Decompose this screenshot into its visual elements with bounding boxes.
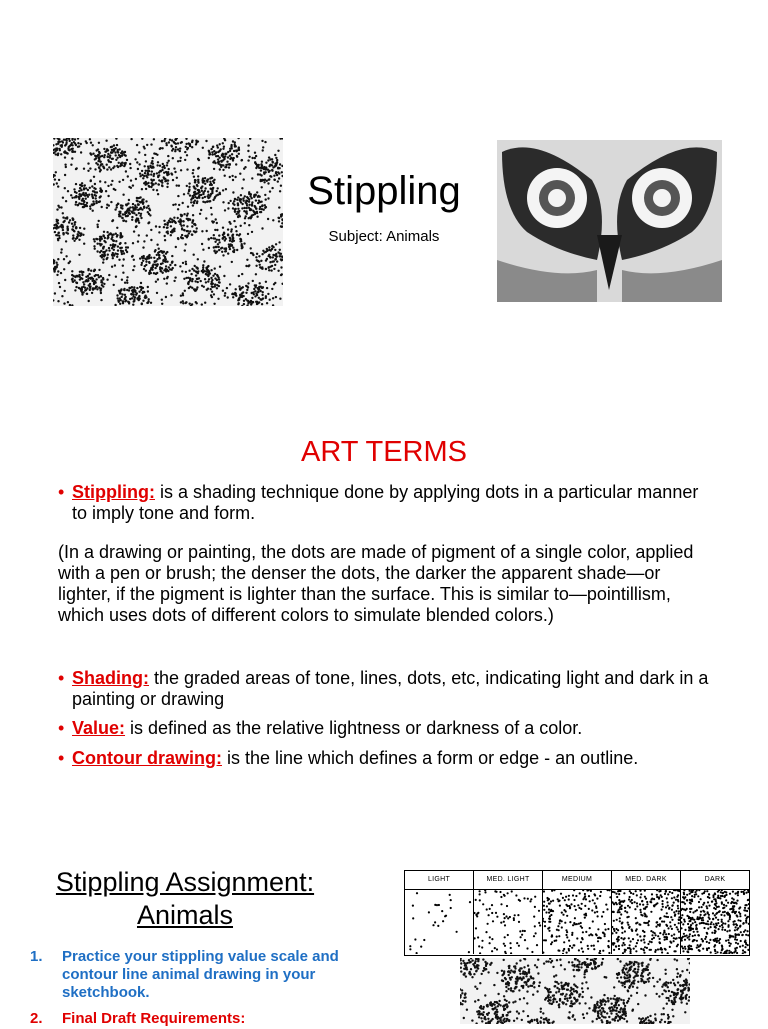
bullet-icon: • [58, 748, 65, 768]
step-text: Practice your stippling value scale and contour line animal drawing in your sketchbook. [62, 948, 339, 1001]
term-value [58, 718, 718, 739]
step-text: Final Draft Requirements: [62, 1010, 246, 1027]
term-contour-drawing [58, 748, 718, 769]
bullet-icon: • [58, 668, 65, 688]
value-scale-header-medium: MEDIUM [543, 871, 612, 890]
term-label: Contour drawing: [72, 748, 222, 768]
stippling-value-scale [404, 870, 750, 956]
term-definition: is the line which defines a form or edge - an outline. [221, 748, 639, 768]
assignment-title [20, 866, 350, 932]
slide-subtitle: Subject: Animals [328, 228, 440, 245]
stippled-tiger-image-small [460, 958, 690, 1024]
value-scale-cell-med-light [474, 890, 543, 954]
term-definition: is a shading technique done by applying dots in a particular manner to imply tone and form. [72, 482, 699, 523]
value-scale-header-light: LIGHT [405, 871, 474, 890]
value-scale-cell-dark [681, 890, 749, 954]
slide-title: Stippling [307, 169, 461, 213]
value-scale-header-dark: DARK [681, 871, 749, 890]
bullet-icon: • [58, 482, 65, 502]
term-label: Stippling: [72, 482, 155, 502]
term-definition: the graded areas of tone, lines, dots, etc, indicating light and dark in a painting or drawing [72, 668, 709, 709]
value-scale-cell-med-dark [612, 890, 681, 954]
art-terms-heading: ART TERMS [301, 436, 467, 468]
stippled-tiger-image [53, 138, 283, 306]
tiger-illustration [53, 138, 283, 306]
assignment-step-1 [30, 948, 360, 1002]
bullet-icon: • [58, 718, 65, 738]
value-scale-cell-medium [543, 890, 612, 954]
tiger-illustration-small [460, 958, 690, 1024]
assignment-title-line1: Stippling Assignment: [55, 867, 315, 897]
term-shading [58, 668, 718, 710]
assignment-step-2 [30, 1010, 360, 1028]
term-stippling [58, 482, 718, 524]
value-scale-header-med-light: MED. LIGHT [474, 871, 543, 890]
term-label: Value: [72, 718, 126, 738]
owl-illustration [497, 140, 722, 302]
step-number: 2. [30, 1010, 43, 1027]
assignment-title-line2: Animals [136, 900, 234, 930]
value-scale-header-med-dark: MED. DARK [612, 871, 681, 890]
stippled-owl-image [497, 140, 722, 302]
stippling-explanation: (In a drawing or painting, the dots are made of pigment of a single color, applied with a pen or brush; the denser the dots, the darker the apparent shade—or lighter, if the pigment is lighter than the surface. This is similar to—pointillism, which uses dots of different colors to simulate blended colors.) [58, 542, 694, 625]
term-definition: is defined as the relative lightness or darkness of a color. [125, 718, 583, 738]
term-label: Shading: [72, 668, 149, 688]
value-scale-cell-light [405, 890, 474, 954]
step-number: 1. [30, 948, 43, 965]
